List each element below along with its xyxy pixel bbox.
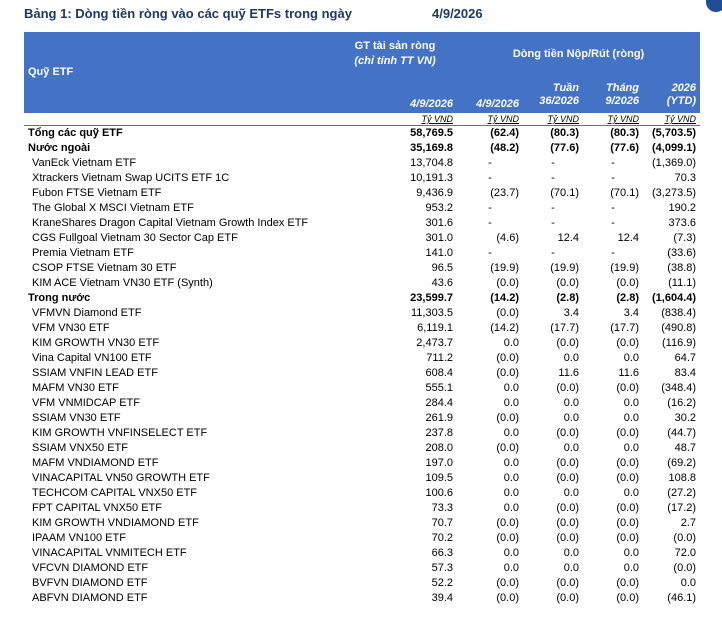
col-nav-line2: (chỉ tính TT VN) bbox=[354, 55, 436, 67]
day-flow-cell: 0.0 bbox=[503, 397, 519, 409]
fund-name-cell: CGS Fullgoal Vietnam 30 Sector Cap ETF bbox=[32, 232, 238, 244]
week-flow-cell: (19.9) bbox=[550, 262, 579, 274]
ytd-flow-cell: (348.4) bbox=[661, 382, 697, 394]
week-flow-cell: (77.6) bbox=[550, 142, 579, 154]
week-flow-cell: (0.0) bbox=[556, 457, 579, 469]
week-flow-cell: 0.0 bbox=[563, 547, 579, 559]
table-row bbox=[24, 456, 700, 471]
fund-name-cell: MAFM VNDIAMOND ETF bbox=[32, 457, 159, 469]
table-row bbox=[24, 396, 700, 411]
week-flow-cell: 0.0 bbox=[563, 412, 579, 424]
fund-name-cell: VINACAPITAL VNMITECH ETF bbox=[32, 547, 187, 559]
nav-cell: 2,473.7 bbox=[416, 337, 453, 349]
month-flow-cell: (80.3) bbox=[610, 127, 639, 139]
month-flow-cell: - bbox=[611, 217, 615, 229]
table-row bbox=[24, 291, 700, 306]
table-row bbox=[24, 381, 700, 396]
ytd-flow-cell: (27.2) bbox=[667, 487, 697, 499]
sub-month-line1: Tháng bbox=[606, 81, 639, 94]
ytd-flow-cell: (1,369.0) bbox=[652, 157, 697, 169]
ytd-flow-cell: (11.1) bbox=[668, 277, 697, 289]
month-flow-cell: 0.0 bbox=[623, 487, 639, 499]
fund-name-cell: VFM VN30 ETF bbox=[32, 322, 110, 334]
nav-cell: 11,303.5 bbox=[410, 307, 453, 319]
week-flow-cell: - bbox=[551, 217, 555, 229]
table-row bbox=[24, 471, 700, 486]
fund-name-cell: Tổng các quỹ ETF bbox=[28, 127, 123, 139]
fund-name-cell: KraneShares Dragon Capital Vietnam Growth Index ETF bbox=[32, 217, 309, 229]
month-flow-cell: (70.1) bbox=[610, 187, 639, 199]
fund-name-cell: KIM ACE Vietnam VN30 ETF (Synth) bbox=[32, 277, 213, 289]
week-flow-cell: (0.0) bbox=[556, 502, 579, 514]
nav-cell: 237.8 bbox=[425, 427, 453, 439]
nav-cell: 301.6 bbox=[425, 217, 453, 229]
unit-label: Tỷ VND bbox=[643, 113, 700, 126]
fund-name-cell: Fubon FTSE Vietnam ETF bbox=[32, 187, 162, 199]
day-flow-cell: 0.0 bbox=[503, 382, 519, 394]
day-flow-cell: (14.2) bbox=[490, 322, 519, 334]
nav-cell: 23,599.7 bbox=[410, 292, 453, 304]
sub-ytd-line1: 2026 bbox=[671, 81, 697, 94]
report-date: 4/9/2026 bbox=[432, 6, 483, 21]
day-flow-cell: (14.2) bbox=[490, 292, 519, 304]
ytd-flow-cell: (0.0) bbox=[673, 562, 697, 574]
col-fund-header: Quỹ ETF bbox=[24, 32, 333, 113]
sub-ytd-line2: (YTD) bbox=[666, 94, 697, 107]
table-row bbox=[24, 501, 700, 516]
ytd-flow-cell: (838.4) bbox=[661, 307, 697, 319]
fund-name-cell: The Global X MSCI Vietnam ETF bbox=[32, 202, 194, 214]
ytd-flow-cell: (3,273.5) bbox=[652, 187, 697, 199]
week-flow-cell: 0.0 bbox=[563, 562, 579, 574]
unit-label: Tỷ VND bbox=[457, 113, 523, 126]
nav-cell: 9,436.9 bbox=[416, 187, 453, 199]
month-flow-cell: (0.0) bbox=[616, 457, 639, 469]
month-flow-cell: (0.0) bbox=[616, 592, 639, 604]
sub-week bbox=[523, 76, 583, 113]
nav-cell: 66.3 bbox=[431, 547, 453, 559]
day-flow-cell: (0.0) bbox=[496, 412, 519, 424]
table-row bbox=[24, 516, 700, 531]
month-flow-cell: 3.4 bbox=[623, 307, 639, 319]
day-flow-cell: - bbox=[488, 202, 492, 214]
day-flow-cell: (62.4) bbox=[490, 127, 519, 139]
sub-month-line2: 9/2026 bbox=[605, 94, 639, 107]
month-flow-cell: 0.0 bbox=[623, 352, 639, 364]
fund-name-cell: KIM GROWTH VNDIAMOND ETF bbox=[32, 517, 199, 529]
table-row bbox=[24, 216, 700, 231]
month-flow-cell: 0.0 bbox=[623, 562, 639, 574]
day-flow-cell: (19.9) bbox=[490, 262, 519, 274]
table-row bbox=[24, 411, 700, 426]
nav-cell: 10,191.3 bbox=[410, 172, 453, 184]
unit-label: Tỷ VND bbox=[583, 113, 643, 126]
ytd-flow-cell: (4,099.1) bbox=[652, 142, 697, 154]
fund-name-cell: VFCVN DIAMOND ETF bbox=[32, 562, 149, 574]
nav-cell: 608.4 bbox=[425, 367, 453, 379]
week-flow-cell: 0.0 bbox=[563, 442, 579, 454]
fund-name-cell: BVFVN DIAMOND ETF bbox=[32, 577, 148, 589]
day-flow-cell: (0.0) bbox=[496, 307, 519, 319]
unit-blank bbox=[24, 113, 333, 126]
nav-cell: 555.1 bbox=[425, 382, 453, 394]
fund-name-cell: CSOP FTSE Vietnam 30 ETF bbox=[32, 262, 177, 274]
nav-cell: 96.5 bbox=[431, 262, 453, 274]
week-flow-cell: 0.0 bbox=[563, 352, 579, 364]
sub-nav-date: 4/9/2026 bbox=[333, 76, 457, 113]
week-flow-cell: (0.0) bbox=[556, 472, 579, 484]
table-row bbox=[24, 171, 700, 186]
week-flow-cell: 3.4 bbox=[563, 307, 579, 319]
table-body bbox=[24, 126, 700, 607]
day-flow-cell: - bbox=[488, 172, 492, 184]
fund-name-cell: VINACAPITAL VN50 GROWTH ETF bbox=[32, 472, 210, 484]
day-flow-cell: 0.0 bbox=[503, 487, 519, 499]
fund-name-cell: KIM GROWTH VN30 ETF bbox=[32, 337, 160, 349]
day-flow-cell: (4.6) bbox=[496, 232, 519, 244]
nav-cell: 13,704.8 bbox=[410, 157, 453, 169]
month-flow-cell: 11.6 bbox=[618, 367, 639, 379]
month-flow-cell: (0.0) bbox=[616, 337, 639, 349]
ytd-flow-cell: (1,604.4) bbox=[652, 292, 697, 304]
week-flow-cell: (70.1) bbox=[550, 187, 579, 199]
nav-cell: 35,169.8 bbox=[410, 142, 453, 154]
table-row bbox=[24, 576, 700, 591]
day-flow-cell: (23.7) bbox=[490, 187, 519, 199]
nav-cell: 52.2 bbox=[431, 577, 453, 589]
nav-cell: 58,769.5 bbox=[410, 127, 453, 139]
ytd-flow-cell: (0.0) bbox=[673, 532, 697, 544]
month-flow-cell: (0.0) bbox=[616, 277, 639, 289]
table-row bbox=[24, 366, 700, 381]
fund-name-cell: MAFM VN30 ETF bbox=[32, 382, 119, 394]
nav-cell: 43.6 bbox=[431, 277, 453, 289]
week-flow-cell: (0.0) bbox=[556, 337, 579, 349]
month-flow-cell: 0.0 bbox=[623, 412, 639, 424]
fund-name-cell: VanEck Vietnam ETF bbox=[32, 157, 137, 169]
day-flow-cell: (0.0) bbox=[496, 532, 519, 544]
day-flow-cell: (0.0) bbox=[496, 442, 519, 454]
nav-cell: 70.7 bbox=[431, 517, 453, 529]
month-flow-cell: 0.0 bbox=[623, 442, 639, 454]
nav-cell: 70.2 bbox=[431, 532, 453, 544]
month-flow-cell: (0.0) bbox=[616, 577, 639, 589]
week-flow-cell: (80.3) bbox=[550, 127, 579, 139]
col-nav-header bbox=[333, 32, 457, 76]
nav-cell: 208.0 bbox=[425, 442, 453, 454]
month-flow-cell: (77.6) bbox=[610, 142, 639, 154]
unit-label: Tỷ VND bbox=[333, 113, 457, 126]
day-flow-cell: - bbox=[488, 217, 492, 229]
month-flow-cell: (19.9) bbox=[610, 262, 639, 274]
ytd-flow-cell: (490.8) bbox=[661, 322, 697, 334]
unit-label: Tỷ VND bbox=[523, 113, 583, 126]
table-row bbox=[24, 126, 700, 142]
day-flow-cell: - bbox=[488, 157, 492, 169]
day-flow-cell: (48.2) bbox=[490, 142, 519, 154]
week-flow-cell: (0.0) bbox=[556, 427, 579, 439]
ytd-flow-cell: (7.3) bbox=[673, 232, 697, 244]
table-row bbox=[24, 426, 700, 441]
day-flow-cell: 0.0 bbox=[503, 337, 519, 349]
ytd-flow-cell: (46.1) bbox=[667, 592, 697, 604]
table-row bbox=[24, 531, 700, 546]
table-row bbox=[24, 246, 700, 261]
etf-flow-table bbox=[24, 32, 700, 606]
week-flow-cell: 0.0 bbox=[563, 397, 579, 409]
nav-cell: 197.0 bbox=[425, 457, 453, 469]
fund-name-cell: VFMVN Diamond ETF bbox=[32, 307, 142, 319]
week-flow-cell: - bbox=[551, 247, 555, 259]
ytd-flow-cell: (16.2) bbox=[667, 397, 697, 409]
fund-name-cell: SSIAM VNX50 ETF bbox=[32, 442, 128, 454]
table-row bbox=[24, 591, 700, 606]
table-row bbox=[24, 141, 700, 156]
ytd-flow-cell: 0.0 bbox=[680, 577, 697, 589]
table-row bbox=[24, 261, 700, 276]
month-flow-cell: (17.7) bbox=[610, 322, 639, 334]
month-flow-cell: 12.4 bbox=[617, 232, 639, 244]
day-flow-cell: - bbox=[488, 247, 492, 259]
week-flow-cell: - bbox=[551, 157, 555, 169]
table-row bbox=[24, 441, 700, 456]
day-flow-cell: (0.0) bbox=[496, 577, 519, 589]
nav-cell: 141.0 bbox=[425, 247, 453, 259]
day-flow-cell: (0.0) bbox=[496, 277, 519, 289]
month-flow-cell: (0.0) bbox=[616, 502, 639, 514]
fund-name-cell: KIM GROWTH VNFINSELECT ETF bbox=[32, 427, 208, 439]
month-flow-cell: 0.0 bbox=[623, 547, 639, 559]
ytd-flow-cell: (116.9) bbox=[662, 337, 697, 349]
nav-cell: 261.9 bbox=[425, 412, 453, 424]
ytd-flow-cell: 83.4 bbox=[674, 367, 697, 379]
fund-name-cell: TECHCOM CAPITAL VNX50 ETF bbox=[32, 487, 198, 499]
ytd-flow-cell: 64.7 bbox=[674, 352, 697, 364]
day-flow-cell: 0.0 bbox=[503, 472, 519, 484]
day-flow-cell: (0.0) bbox=[496, 592, 519, 604]
week-flow-cell: (0.0) bbox=[556, 592, 579, 604]
ytd-flow-cell: (44.7) bbox=[667, 427, 697, 439]
month-flow-cell: - bbox=[611, 157, 615, 169]
week-flow-cell: 12.4 bbox=[557, 232, 579, 244]
table-row bbox=[24, 336, 700, 351]
nav-cell: 109.5 bbox=[425, 472, 453, 484]
month-flow-cell: (2.8) bbox=[616, 292, 639, 304]
logo-icon bbox=[706, 0, 722, 12]
fund-name-cell: ABFVN DIAMOND ETF bbox=[32, 592, 148, 604]
month-flow-cell: - bbox=[611, 172, 615, 184]
ytd-flow-cell: 190.2 bbox=[668, 202, 697, 214]
table-title: Bảng 1: Dòng tiền ròng vào các quỹ ETFs trong ngày bbox=[24, 6, 352, 21]
week-flow-cell: (0.0) bbox=[556, 532, 579, 544]
ytd-flow-cell: 108.8 bbox=[668, 472, 697, 484]
week-flow-cell: 0.0 bbox=[563, 487, 579, 499]
table-row bbox=[24, 546, 700, 561]
fund-name-cell: Trong nước bbox=[28, 292, 91, 304]
ytd-flow-cell: 48.7 bbox=[674, 442, 697, 454]
month-flow-cell: (0.0) bbox=[616, 382, 639, 394]
day-flow-cell: 0.0 bbox=[503, 502, 519, 514]
day-flow-cell: 0.0 bbox=[503, 562, 519, 574]
nav-cell: 6,119.1 bbox=[417, 322, 453, 334]
table-row bbox=[24, 351, 700, 366]
month-flow-cell: - bbox=[611, 202, 615, 214]
day-flow-cell: 0.0 bbox=[503, 427, 519, 439]
sub-day: 4/9/2026 bbox=[457, 76, 523, 113]
day-flow-cell: 0.0 bbox=[503, 547, 519, 559]
week-flow-cell: - bbox=[551, 172, 555, 184]
fund-name-cell: FPT CAPITAL VNX50 ETF bbox=[32, 502, 162, 514]
fund-name-cell: Vina Capital VN100 ETF bbox=[32, 352, 152, 364]
week-flow-cell: - bbox=[551, 202, 555, 214]
nav-cell: 711.2 bbox=[426, 352, 453, 364]
fund-name-cell: Xtrackers Vietnam Swap UCITS ETF 1C bbox=[32, 172, 230, 184]
ytd-flow-cell: 30.2 bbox=[674, 412, 697, 424]
month-flow-cell: (0.0) bbox=[616, 472, 639, 484]
ytd-flow-cell: (33.6) bbox=[667, 247, 697, 259]
fund-name-cell: Premia Vietnam ETF bbox=[32, 247, 134, 259]
week-flow-cell: (0.0) bbox=[556, 277, 579, 289]
fund-name-cell: IPAAM VN100 ETF bbox=[32, 532, 126, 544]
ytd-flow-cell: (38.8) bbox=[667, 262, 697, 274]
day-flow-cell: 0.0 bbox=[503, 457, 519, 469]
nav-cell: 100.6 bbox=[425, 487, 453, 499]
fund-name-cell: SSIAM VNFIN LEAD ETF bbox=[32, 367, 158, 379]
ytd-flow-cell: 2.7 bbox=[680, 517, 697, 529]
day-flow-cell: (0.0) bbox=[496, 352, 519, 364]
ytd-flow-cell: (5,703.5) bbox=[652, 127, 697, 139]
week-flow-cell: (0.0) bbox=[556, 517, 579, 529]
table-row bbox=[24, 306, 700, 321]
table-row bbox=[24, 201, 700, 216]
ytd-flow-cell: (17.2) bbox=[667, 502, 697, 514]
col-nav-line1: GT tài sản ròng bbox=[354, 40, 436, 52]
table-row bbox=[24, 276, 700, 291]
sub-ytd bbox=[643, 76, 700, 113]
week-flow-cell: 11.6 bbox=[558, 367, 579, 379]
ytd-flow-cell: 373.6 bbox=[668, 217, 697, 229]
day-flow-cell: (0.0) bbox=[496, 367, 519, 379]
month-flow-cell: (0.0) bbox=[616, 517, 639, 529]
month-flow-cell: (0.0) bbox=[616, 532, 639, 544]
fund-name-cell: SSIAM VN30 ETF bbox=[32, 412, 121, 424]
nav-cell: 57.3 bbox=[431, 562, 453, 574]
ytd-flow-cell: 72.0 bbox=[674, 547, 697, 559]
week-flow-cell: (0.0) bbox=[556, 382, 579, 394]
table-row bbox=[24, 486, 700, 501]
nav-cell: 301.0 bbox=[425, 232, 453, 244]
sub-month bbox=[583, 76, 643, 113]
table-row bbox=[24, 321, 700, 336]
nav-cell: 73.3 bbox=[431, 502, 453, 514]
fund-name-cell: Nước ngoài bbox=[28, 142, 91, 154]
nav-cell: 284.4 bbox=[425, 397, 453, 409]
ytd-flow-cell: (69.2) bbox=[667, 457, 697, 469]
week-flow-cell: (17.7) bbox=[550, 322, 579, 334]
table-row bbox=[24, 186, 700, 201]
ytd-flow-cell: 70.3 bbox=[674, 172, 697, 184]
week-flow-cell: (2.8) bbox=[556, 292, 579, 304]
week-flow-cell: (0.0) bbox=[556, 577, 579, 589]
sub-week-line2: 36/2026 bbox=[539, 94, 579, 107]
month-flow-cell: 0.0 bbox=[623, 397, 639, 409]
nav-cell: 953.2 bbox=[425, 202, 453, 214]
sub-week-line1: Tuần bbox=[552, 81, 579, 94]
col-flow-header: Dòng tiền Nộp/Rút (ròng) bbox=[457, 32, 700, 76]
nav-cell: 39.4 bbox=[431, 592, 453, 604]
table-row bbox=[24, 231, 700, 246]
day-flow-cell: (0.0) bbox=[496, 517, 519, 529]
table-row bbox=[24, 561, 700, 576]
month-flow-cell: - bbox=[611, 247, 615, 259]
fund-name-cell: VFM VNMIDCAP ETF bbox=[32, 397, 140, 409]
month-flow-cell: (0.0) bbox=[616, 427, 639, 439]
table-row bbox=[24, 156, 700, 171]
